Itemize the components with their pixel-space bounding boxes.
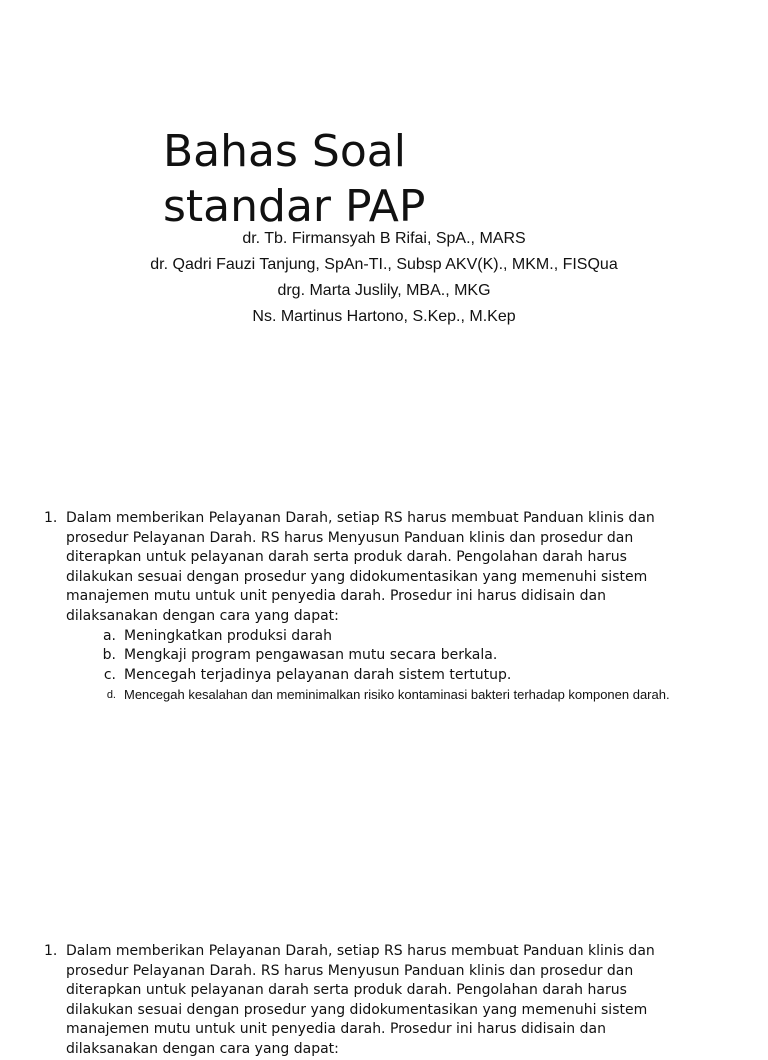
option-text: Mencegah kesalahan dan meminimalkan risiko kontaminasi bakteri terhadap komponen darah.	[124, 687, 670, 703]
option-text: Mencegah terjadinya pelayanan darah sistem tertutup.	[124, 666, 512, 683]
answer-options	[66, 627, 694, 706]
author-name: dr. Tb. Firmansyah B Rifai, SpA., MARS	[242, 230, 526, 247]
question-number: 1.	[44, 510, 58, 526]
question-slide	[0, 460, 768, 890]
author-name: Ns. Martinus Hartono, S.Kep., M.Kep	[252, 308, 516, 325]
question-text: Dalam memberikan Pelayanan Darah, setiap RS harus membuat Panduan klinis dan prosedur Pelayanan Darah. RS harus Menyusun Panduan klinis dan prosedur dan diterapkan untuk pelayanan darah serta produk darah. Pengolahan darah harus dilakukan sesuai dengan prosedur yang didokumentasikan yang memenuhi sistem manajemen mutu untuk unit penyedia darah. Prosedur ini harus didisain dan dilaksanakan dengan cara yang dapat:	[66, 943, 655, 1057]
question-block	[44, 509, 694, 705]
author-name: dr. Qadri Fauzi Tanjung, SpAn-TI., Subsp AKV(K)., MKM., FISQua	[150, 256, 618, 273]
answer-option-d	[66, 685, 694, 705]
question-item	[44, 509, 694, 705]
answer-option-c	[66, 666, 694, 686]
option-text: Meningkatkan produksi darah	[124, 627, 332, 644]
question-item	[44, 942, 694, 1060]
title-slide	[0, 0, 768, 460]
question-text: Dalam memberikan Pelayanan Darah, setiap RS harus membuat Panduan klinis dan prosedur Pelayanan Darah. RS harus Menyusun Panduan klinis dan prosedur dan diterapkan untuk pelayanan darah serta produk darah. Pengolahan darah harus dilakukan sesuai dengan prosedur yang didokumentasikan yang memenuhi sistem manajemen mutu untuk unit penyedia darah. Prosedur ini harus didisain dan dilaksanakan dengan cara yang dapat:	[66, 510, 655, 624]
answer-option-b	[66, 646, 694, 666]
answer-option-a	[66, 627, 694, 647]
author-name: drg. Marta Juslily, MBA., MKG	[277, 282, 491, 299]
question-number: 1.	[44, 943, 58, 959]
title-line-2: standar PAP	[163, 181, 426, 232]
question-block	[44, 942, 694, 1060]
option-letter: b.	[102, 647, 116, 664]
title-line-1: Bahas Soal	[163, 126, 406, 177]
author-list	[0, 226, 768, 330]
option-text: Mengkaji program pengawasan mutu secara berkala.	[124, 647, 498, 664]
slide-title	[163, 124, 425, 234]
option-letter: d.	[106, 689, 116, 702]
option-letter: c.	[103, 666, 116, 683]
option-letter: a.	[102, 627, 116, 644]
question-slide	[0, 890, 768, 1057]
